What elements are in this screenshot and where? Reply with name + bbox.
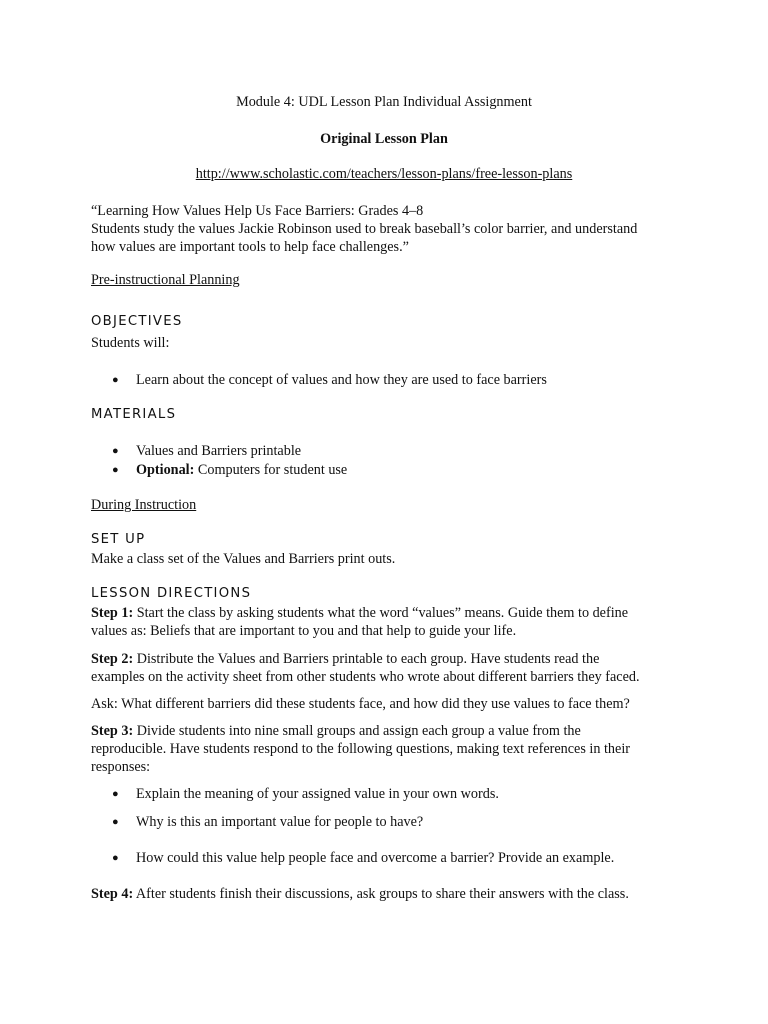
bullet-icon: ●: [112, 816, 119, 828]
step-label: Step 3:: [91, 723, 134, 739]
materials-heading: MATERIALS: [91, 407, 177, 422]
bullet-icon: ●: [112, 788, 119, 800]
question-text: How could this value help people face and overcome a barrier? Provide an example.: [136, 850, 615, 866]
material-item: [112, 443, 301, 460]
question-item: [112, 850, 614, 867]
plan-title: Original Lesson Plan: [320, 131, 448, 147]
optional-label: Optional:: [136, 462, 195, 478]
ask-text: Ask: What different barriers did these students face, and how did they use values to face them?: [91, 696, 630, 712]
question-item: [112, 786, 499, 803]
bullet-icon: ●: [112, 445, 119, 457]
step-text: reproducible. Have students respond to the following questions, making text references in their: [91, 741, 630, 758]
objective-text: Learn about the concept of values and how they are used to face barriers: [136, 372, 547, 388]
step-label: Step 1:: [91, 605, 134, 621]
step-label: Step 2:: [91, 651, 134, 667]
objectives-intro: Students will:: [91, 335, 170, 351]
setup-text: Make a class set of the Values and Barriers print outs.: [91, 551, 396, 567]
step-1: [91, 604, 628, 640]
lesson-directions-heading: LESSON DIRECTIONS: [91, 586, 252, 601]
step-text: Divide students into nine small groups and assign each group a value from the: [133, 723, 581, 739]
bullet-icon: ●: [112, 374, 119, 386]
source-link[interactable]: http://www.scholastic.com/teachers/lesson-plans/free-lesson-plans: [195, 166, 573, 182]
intro-quote: [91, 202, 637, 257]
step-label: Step 4:: [91, 886, 134, 902]
step-3: [91, 722, 630, 777]
pre-instructional-heading: Pre-instructional Planning: [91, 272, 240, 288]
objective-item: [112, 372, 547, 389]
material-text: Computers for student use: [194, 462, 348, 478]
step-text: responses:: [91, 759, 151, 776]
objectives-heading: OBJECTIVES: [91, 314, 183, 329]
module-title: Module 4: UDL Lesson Plan Individual Assignment: [236, 94, 532, 110]
question-text: Explain the meaning of your assigned value in your own words.: [136, 786, 499, 802]
step-text: examples on the activity sheet from other students who wrote about different barriers they faced.: [91, 669, 640, 686]
step-text: After students finish their discussions, ask groups to share their answers with the class.: [133, 886, 629, 902]
bullet-icon: ●: [112, 852, 119, 864]
step-text: Start the class by asking students what the word “values” means. Guide them to define: [133, 605, 629, 621]
question-text: Why is this an important value for people to have?: [136, 814, 424, 830]
intro-line: Students study the values Jackie Robinson used to break baseball’s color barrier, and understand: [91, 221, 638, 238]
step-text: Distribute the Values and Barriers printable to each group. Have students read the: [133, 651, 600, 667]
setup-heading: SET UP: [91, 532, 146, 547]
material-item: [112, 462, 347, 479]
step-4: [91, 886, 629, 903]
step-text: values as: Beliefs that are important to you and that help to guide your life.: [91, 623, 517, 640]
intro-line: “Learning How Values Help Us Face Barriers: Grades 4–8: [91, 203, 424, 219]
intro-line: how values are important tools to help face challenges.”: [91, 239, 409, 256]
question-item: [112, 814, 423, 831]
step-2: [91, 650, 640, 686]
during-instruction-heading: During Instruction: [91, 497, 197, 513]
material-text: Values and Barriers printable: [136, 443, 302, 459]
bullet-icon: ●: [112, 464, 119, 476]
